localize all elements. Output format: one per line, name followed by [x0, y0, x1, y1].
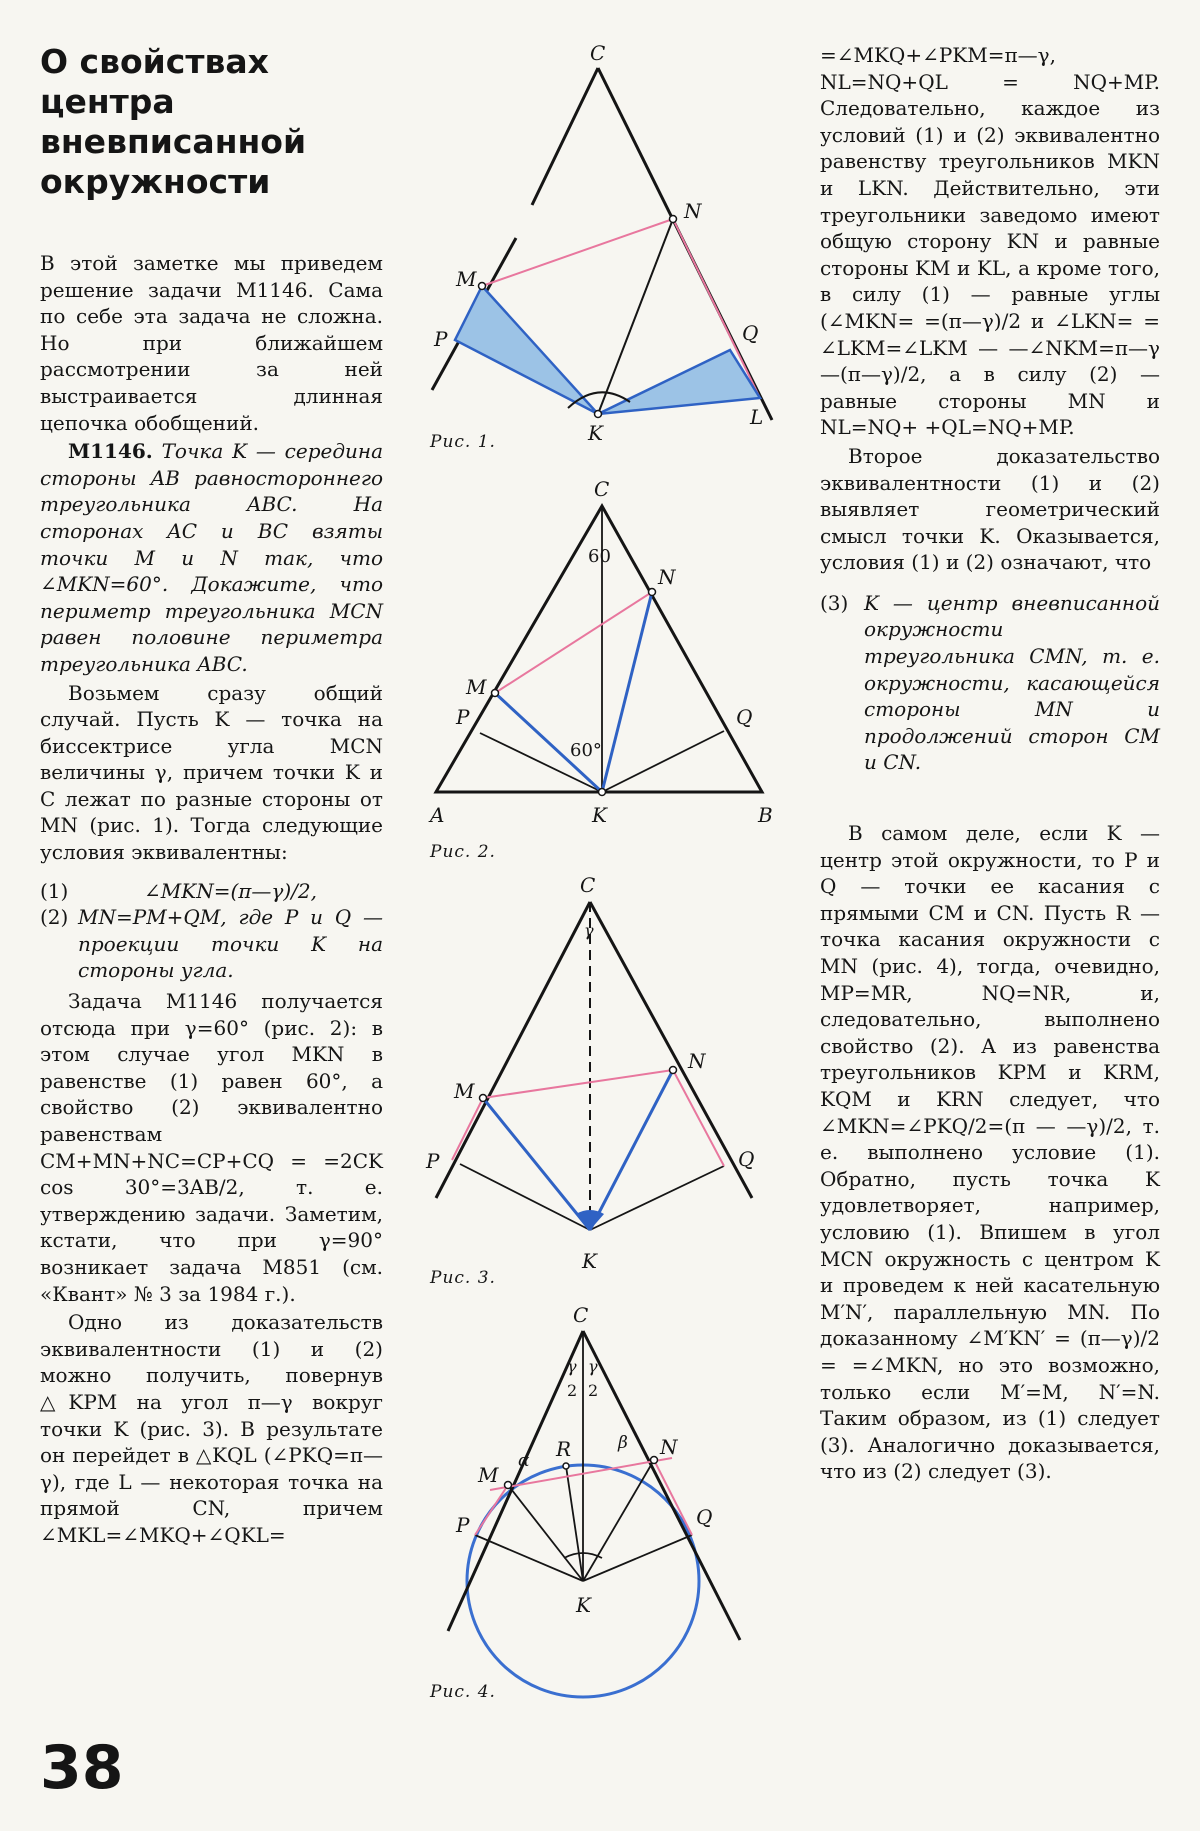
- general-case-paragraph: Возьмем сразу общий случай. Пусть K — точка на биссектрисе угла MCN величины γ, причем точки K и C лежат по разные стороны от MN (рис. 1). Тогда следующие условия эквивалентны:: [40, 680, 383, 865]
- fig4-label-c: C: [573, 1303, 589, 1327]
- fig1-label-l: L: [750, 405, 764, 429]
- fig4-label-two-left: 2: [567, 1381, 578, 1400]
- condition-1-number: (1): [40, 878, 69, 903]
- fig4-label-two-right: 2: [588, 1381, 599, 1400]
- fig2-label-c: C: [594, 477, 610, 501]
- fig2-label-k: K: [592, 803, 607, 827]
- article-title: О свойствах центра вневписанной окружности: [40, 42, 307, 201]
- fig4-label-gamma-left: γ: [567, 1357, 577, 1376]
- fig4-label-alpha: α: [518, 1451, 530, 1471]
- claim-3-text: K — центр вневписанной окружности треугольника CMN, т. е. окружности, касающейся стороны MN и продолжений сторон CM и CN.: [864, 590, 1160, 775]
- condition-1-text: ∠MKN=(π—γ)/2,: [144, 878, 317, 903]
- fig3-label-c: C: [580, 873, 596, 897]
- fig2-label-p: P: [456, 705, 470, 729]
- fig3-label-m: M: [454, 1079, 475, 1103]
- special-case-paragraph: Задача М1146 получается отсюда при γ=60° (рис. 2): в этом случае угол MKN в равенстве (1) равен 60°, а свойство (2) эквивалентно равенствам CM+MN+NC=CP+CQ = =2CK cos 30°=3AB/2, т. е. утверждению задачи. Заметим, кстати, что при γ=90° возникает задача М851 (см. «Квант» № 3 за 1984 г.).: [40, 989, 383, 1306]
- fig3-label-q: Q: [738, 1147, 755, 1171]
- intro-paragraph: В этой заметке мы приведем решение задачи М1146. Сама по себе эта задача не сложна. Но при ближайшем рассмотрении за ней выстраивается длинная цепочка обобщений.: [40, 251, 383, 435]
- fig4-label-r: R: [556, 1437, 572, 1461]
- fig2-label-b: B: [758, 803, 773, 827]
- fig3-caption: Рис. 3.: [430, 1268, 496, 1288]
- fig4-label-q: Q: [696, 1505, 713, 1529]
- continuation-paragraph: =∠MKQ+∠PKM=π—γ, NL=NQ+QL = NQ+MP. Следовательно, каждое из условий (1) и (2) эквивалентно равенству треугольников MKN и LKN. Действительно, эти треугольники заведомо имеют общую сторону KN и равные стороны KM и KL, а кроме того, в силу (1) — равные углы (∠MKN= =(π—γ)/2 и ∠LKN= = ∠LKM=∠LKM — —∠NKM=π—γ—(π—γ)/2, а в силу (2) — равные стороны MN и NL=NQ+ +QL=NQ+MP.: [820, 43, 1160, 440]
- fig2-label-a: A: [430, 803, 445, 827]
- fig3-label-n: N: [688, 1049, 706, 1073]
- fig2-label-m: M: [466, 675, 487, 699]
- fig4-label-gamma-right: γ: [588, 1357, 598, 1376]
- claim-3-number: (3): [820, 590, 849, 615]
- fig4-label-beta: β: [618, 1433, 628, 1453]
- page-number: 38: [40, 1733, 124, 1803]
- fig2-label-angle-top: 60: [588, 546, 611, 567]
- fig1-label-n: N: [684, 199, 702, 223]
- second-proof-paragraph: Второе доказательство эквивалентности (1) и (2) выявляет геометрический смысл точки K. Оказывается, условия (1) и (2) означают, что: [820, 443, 1160, 575]
- fig2-label-n: N: [658, 565, 676, 589]
- fig4-label-n: N: [660, 1435, 678, 1459]
- fig4-label-k: K: [576, 1593, 591, 1617]
- fig2-label-q: Q: [736, 705, 753, 729]
- fig2-caption: Рис. 2.: [430, 842, 496, 862]
- fig1-label-c: C: [590, 41, 606, 65]
- fig3-label-k: K: [582, 1249, 597, 1273]
- fig1-caption: Рис. 1.: [430, 432, 496, 452]
- fig1-label-q: Q: [742, 321, 759, 345]
- fig4-caption: Рис. 4.: [430, 1682, 496, 1702]
- condition-2-number: (2): [40, 905, 69, 930]
- proof-paragraph: Одно из доказательств эквивалентности (1) и (2) можно получить, повернув △KPM на угол π—γ вокруг точки K (рис. 3). В результате он перейдет в △KQL (∠PKQ=π—γ), где L — некоторая точка на прямой CN, причем ∠MKL=∠MKQ+∠QKL=: [40, 1310, 383, 1547]
- fig1-label-p: P: [434, 327, 448, 351]
- fig1-label-k: K: [588, 421, 603, 445]
- fig1-label-m: M: [456, 267, 477, 291]
- fig4-label-m: M: [478, 1463, 499, 1487]
- problem-label: М1146.: [68, 439, 153, 464]
- problem-text: Точка K — середина стороны AB равностороннего треугольника ABC. На сторонах AC и BC взяты точки M и N так, что ∠MKN=60°. Докажите, что периметр треугольника MCN равен половине периметра треугольника ABC.: [40, 439, 383, 676]
- converse-paragraph: В самом деле, если K — центр этой окружности, то P и Q — точки ее касания с прямыми CM и CN. Пусть R — точка касания окружности с MN (рис. 4), тогда, очевидно, MP=MR, NQ=NR, и, следовательно, выполнено свойство (2). А из равенства треугольников KPM и KRM, KQM и KRN следует, что ∠MKN=∠PKQ/2=(π — —γ)/2, т. е. выполнено условие (1). Обратно, пусть точка K удовлетворяет, например, условию (1). Впишем в угол MCN окружность с центром K и проведем к ней касательную M′N′, параллельную MN. По доказанному ∠M′KN′ = (π—γ)/2 = =∠MKN, но это возможно, только если M′=M, N′=N. Таким образом, из (1) следует (3). Аналогично доказывается, что из (2) следует (3).: [820, 821, 1160, 1484]
- fig2-label-angle-bottom: 60°: [570, 740, 602, 761]
- fig3-label-p: P: [426, 1149, 440, 1173]
- fig3-label-gamma: γ: [584, 921, 594, 940]
- condition-2-text: MN=PM+QM, где P и Q — проекции точки K на стороны угла.: [78, 905, 383, 983]
- fig4-label-p: P: [456, 1513, 470, 1537]
